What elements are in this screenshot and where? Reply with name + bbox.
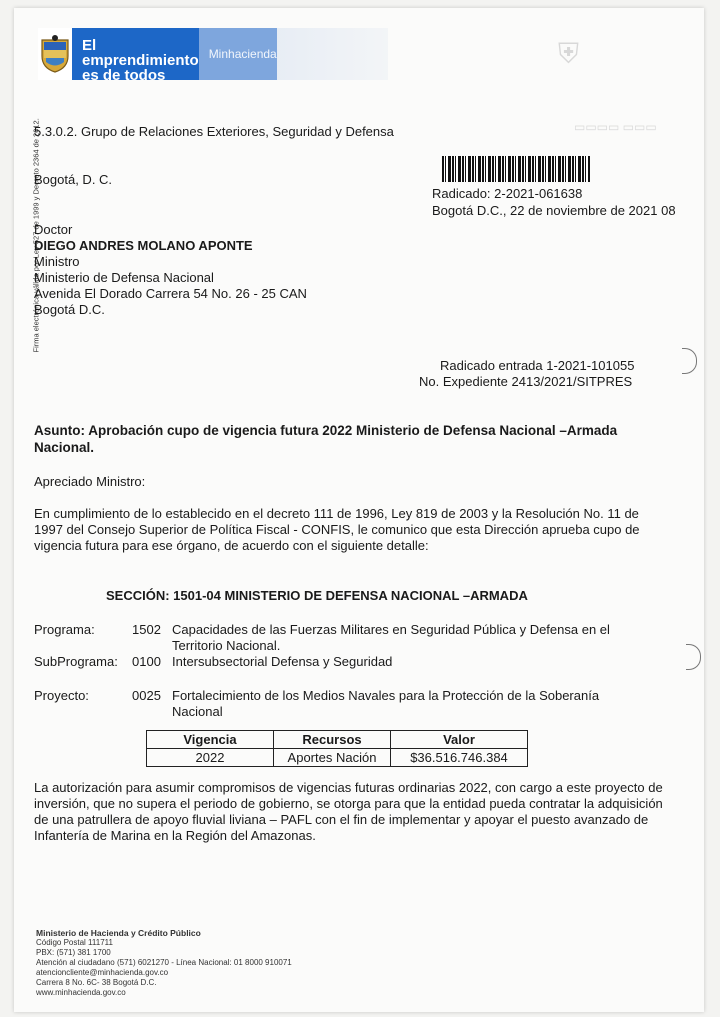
slogan-line-1: El emprendimiento [82, 37, 199, 69]
recipient-city: Bogotá D.C. [34, 302, 105, 317]
slogan [72, 28, 199, 84]
table-header: Vigencia [147, 731, 274, 749]
footer-pbx: PBX: (571) 381 1700 [36, 948, 111, 957]
ministry-badge: Minhacienda [199, 28, 277, 80]
subprograma-code: 0100 [132, 654, 161, 669]
electronic-signature-note: Firma electrónica válida por Ley 527 de 1999 y Decreto 2364 de 2012. [31, 118, 41, 353]
salutation: Apreciado Ministro: [34, 474, 146, 489]
proyecto-text: Fortalecimiento de los Medios Navales para la Protección de la Soberanía Nacional [172, 688, 600, 719]
recipient-address: Avenida El Dorado Carrera 54 No. 26 - 25 CAN [34, 286, 307, 301]
budget-table [146, 730, 528, 767]
table-row [147, 749, 528, 767]
banner-fade [277, 28, 388, 80]
bleed-through: ▭▭▭▭ ▭▭▭ [574, 120, 657, 134]
page-curl-mark [686, 644, 701, 670]
footer-attention: Atención al ciudadano (571) 6021270 - Línea Nacional: 01 8000 910071 [36, 958, 292, 967]
slogan-line-2: es de todos [82, 67, 166, 84]
radicado-number: Radicado: 2-2021-061638 [432, 186, 583, 201]
barcode [442, 156, 590, 182]
office-line: 5.3.0.2. Grupo de Relaciones Exteriores, Seguridad y Defensa [34, 124, 394, 139]
subprograma-label: SubPrograma: [34, 654, 118, 669]
proyecto-code: 0025 [132, 688, 161, 703]
footer-postal: Código Postal 111711 [36, 938, 113, 947]
bleed-through-crest: ⛨ [558, 38, 580, 69]
header-banner [38, 28, 388, 84]
section-title: SECCIÓN: 1501-04 MINISTERIO DE DEFENSA NACIONAL –ARMADA [106, 588, 528, 603]
table-cell: Aportes Nación [274, 749, 391, 767]
intro-paragraph: En cumplimiento de lo establecido en el decreto 111 de 1996, Ley 819 de 2003 y la Resolución No. 11 de 1997 del Consejo Superior de Política Fiscal - CONFIS, le comunico que esta Dirección aprueba cupo de vigencia futura para ese órgano, de acuerdo con el siguiente detalle: [34, 506, 640, 553]
proyecto-label: Proyecto: [34, 688, 89, 703]
table-cell: $36.516.746.384 [391, 749, 528, 767]
programa-text: Capacidades de las Fuerzas Militares en Seguridad Pública y Defensa en el Territorio Nacional. [172, 622, 610, 653]
recipient-name: DIEGO ANDRES MOLANO APONTE [34, 238, 253, 253]
table-header-row [147, 731, 528, 749]
city-line: Bogotá, D. C. [34, 172, 113, 187]
subprograma-text: Intersubsectorial Defensa y Seguridad [172, 654, 393, 669]
recipient-entity: Ministerio de Defensa Nacional [34, 270, 214, 285]
footer-email[interactable]: atencioncliente@minhacienda.gov.co [36, 968, 169, 977]
closing-paragraph: La autorización para asumir compromisos de vigencias futuras ordinarias 2022, con cargo a este proyecto de inversión, que no supera el periodo de gobierno, se otorga para que la entidad pueda contratar la adquisición de una patrullera de apoyo fluvial liviana – PAFL con el fin de implementar y apoyar el puesto avanzado de Infantería de Marina en la Región del Amazonas. [34, 780, 663, 843]
document-page [14, 8, 704, 1012]
table-header: Recursos [274, 731, 391, 749]
entry-reference: Radicado entrada 1-2021-101055 [440, 358, 635, 373]
recipient-role: Ministro [34, 254, 80, 269]
footer-org: Ministerio de Hacienda y Crédito Público [36, 928, 201, 938]
expediente-reference: No. Expediente 2413/2021/SITPRES [419, 374, 633, 389]
footer [36, 928, 292, 998]
programa-label: Programa: [34, 622, 95, 637]
radicado-date: Bogotá D.C., 22 de noviembre de 2021 08 [432, 203, 676, 218]
table-header: Valor [391, 731, 528, 749]
programa-code: 1502 [132, 622, 161, 637]
footer-web[interactable]: www.minhacienda.gov.co [36, 988, 126, 997]
recipient-title: Doctor [34, 222, 73, 237]
page-curl-mark [682, 348, 697, 374]
table-cell: 2022 [147, 749, 274, 767]
footer-address: Carrera 8 No. 6C- 38 Bogotá D.C. [36, 978, 157, 987]
coat-of-arms-icon [38, 28, 72, 80]
subject-line: Asunto: Aprobación cupo de vigencia futura 2022 Ministerio de Defensa Nacional –Armada Nacional. [34, 423, 618, 455]
